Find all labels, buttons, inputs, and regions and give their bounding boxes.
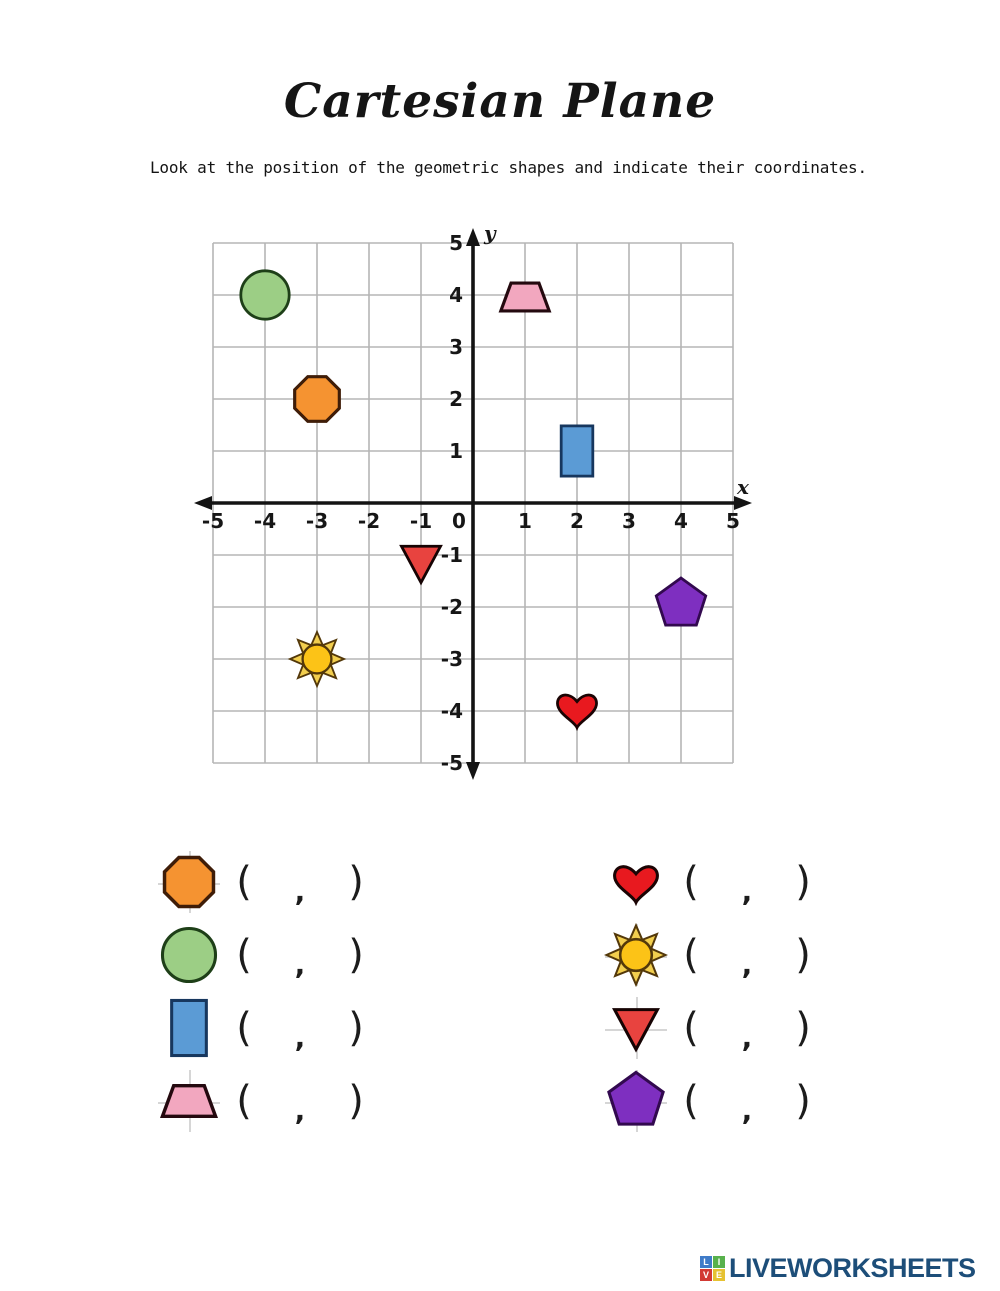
graph-shape-purple-pentagon bbox=[656, 578, 705, 625]
comma: , bbox=[294, 948, 306, 981]
answer-blank-x[interactable] bbox=[254, 862, 292, 902]
open-paren: ( bbox=[236, 1005, 252, 1051]
x-tick-label: -3 bbox=[305, 509, 329, 533]
close-paren: ) bbox=[348, 932, 364, 978]
x-tick-label: 5 bbox=[726, 509, 740, 533]
answer-blank-y[interactable] bbox=[755, 862, 793, 902]
comma: , bbox=[294, 1094, 306, 1127]
page-title: Cartesian Plane bbox=[283, 74, 717, 129]
comma: , bbox=[741, 948, 753, 981]
open-paren: ( bbox=[683, 859, 699, 905]
y-tick-label: 1 bbox=[449, 439, 463, 463]
graph-shape-pink-trapezoid bbox=[501, 283, 549, 311]
x-tick-label: 1 bbox=[518, 509, 532, 533]
answer-row-purple-pentagon bbox=[604, 1069, 1000, 1133]
purple-pentagon-icon bbox=[604, 1069, 668, 1133]
answer-row-yellow-sun bbox=[604, 923, 1000, 987]
answers-left-column bbox=[157, 850, 577, 1142]
graph-shape-red-heart bbox=[557, 695, 596, 728]
y-tick-label: -5 bbox=[440, 751, 463, 775]
y-tick-label: 4 bbox=[449, 283, 463, 307]
answer-blank-y[interactable] bbox=[308, 1081, 346, 1121]
liveworksheets-icon bbox=[700, 1256, 726, 1282]
comma: , bbox=[294, 875, 306, 908]
answer-blank-x[interactable] bbox=[254, 1008, 292, 1048]
close-paren: ) bbox=[795, 859, 811, 905]
blue-rectangle-icon bbox=[157, 996, 221, 1060]
answer-blank-x[interactable] bbox=[701, 935, 739, 975]
answer-blank-y[interactable] bbox=[308, 862, 346, 902]
y-tick-label: 5 bbox=[449, 231, 463, 255]
footer-brand bbox=[700, 1253, 976, 1284]
answer-blank-y[interactable] bbox=[308, 1008, 346, 1048]
x-axis-label: x bbox=[737, 475, 749, 499]
open-paren: ( bbox=[236, 932, 252, 978]
close-paren: ) bbox=[795, 1005, 811, 1051]
brand-icon-letter: L bbox=[700, 1256, 712, 1268]
comma: , bbox=[294, 1021, 306, 1054]
graph-shape-green-circle bbox=[241, 271, 289, 319]
answer-blank-y[interactable] bbox=[755, 1008, 793, 1048]
open-paren: ( bbox=[236, 1078, 252, 1124]
cartesian-plane-graph bbox=[160, 222, 790, 794]
answer-blank-x[interactable] bbox=[254, 935, 292, 975]
y-tick-label: 3 bbox=[449, 335, 463, 359]
y-tick-label: -4 bbox=[440, 699, 463, 723]
answer-blank-x[interactable] bbox=[254, 1081, 292, 1121]
y-tick-label: -2 bbox=[440, 595, 463, 619]
open-paren: ( bbox=[236, 859, 252, 905]
y-tick-label: -1 bbox=[440, 543, 463, 567]
answer-blank-y[interactable] bbox=[755, 935, 793, 975]
brand-name: LIVEWORKSHEETS bbox=[729, 1253, 976, 1283]
close-paren: ) bbox=[348, 1078, 364, 1124]
x-tick-label: 3 bbox=[622, 509, 636, 533]
close-paren: ) bbox=[795, 1078, 811, 1124]
brand-icon-letter: E bbox=[713, 1269, 725, 1281]
answer-blank-x[interactable] bbox=[701, 1008, 739, 1048]
close-paren: ) bbox=[348, 1005, 364, 1051]
red-triangle-icon bbox=[604, 996, 668, 1060]
answer-blank-y[interactable] bbox=[308, 935, 346, 975]
answer-blank-x[interactable] bbox=[701, 862, 739, 902]
x-tick-label: -5 bbox=[201, 509, 225, 533]
open-paren: ( bbox=[683, 932, 699, 978]
graph-shape-red-triangle bbox=[401, 546, 440, 582]
red-heart-icon bbox=[604, 850, 668, 914]
x-tick-label: 0 bbox=[452, 509, 466, 533]
instructions-text: Look at the position of the geometric shapes and indicate their coordinates. bbox=[150, 158, 867, 177]
answers-right-column bbox=[604, 850, 1000, 1142]
open-paren: ( bbox=[683, 1078, 699, 1124]
answer-row-blue-rectangle bbox=[157, 996, 577, 1060]
orange-octagon-icon bbox=[157, 850, 221, 914]
x-tick-label: -2 bbox=[357, 509, 381, 533]
comma: , bbox=[741, 1094, 753, 1127]
y-axis-label: y bbox=[484, 222, 496, 245]
answer-blank-x[interactable] bbox=[701, 1081, 739, 1121]
green-circle-icon bbox=[157, 923, 221, 987]
yellow-sun-icon bbox=[604, 923, 668, 987]
x-tick-label: 2 bbox=[570, 509, 584, 533]
answer-row-green-circle bbox=[157, 923, 577, 987]
open-paren: ( bbox=[683, 1005, 699, 1051]
x-tick-label: -4 bbox=[253, 509, 277, 533]
graph-shape-blue-rectangle bbox=[561, 426, 593, 476]
brand-icon-letter: V bbox=[700, 1269, 712, 1281]
brand-icon-letter: I bbox=[713, 1256, 725, 1268]
answer-row-orange-octagon bbox=[157, 850, 577, 914]
answer-row-red-heart bbox=[604, 850, 1000, 914]
answer-row-pink-trapezoid bbox=[157, 1069, 577, 1133]
pink-trapezoid-icon bbox=[157, 1069, 221, 1133]
answer-row-red-triangle bbox=[604, 996, 1000, 1060]
x-tick-label: 4 bbox=[674, 509, 688, 533]
close-paren: ) bbox=[795, 932, 811, 978]
answer-blank-y[interactable] bbox=[755, 1081, 793, 1121]
graph-shape-orange-octagon bbox=[295, 377, 340, 422]
graph-shape-yellow-sun bbox=[290, 632, 344, 686]
comma: , bbox=[741, 1021, 753, 1054]
y-tick-label: -3 bbox=[440, 647, 463, 671]
y-tick-label: 2 bbox=[449, 387, 463, 411]
comma: , bbox=[741, 875, 753, 908]
x-tick-label: -1 bbox=[409, 509, 433, 533]
close-paren: ) bbox=[348, 859, 364, 905]
